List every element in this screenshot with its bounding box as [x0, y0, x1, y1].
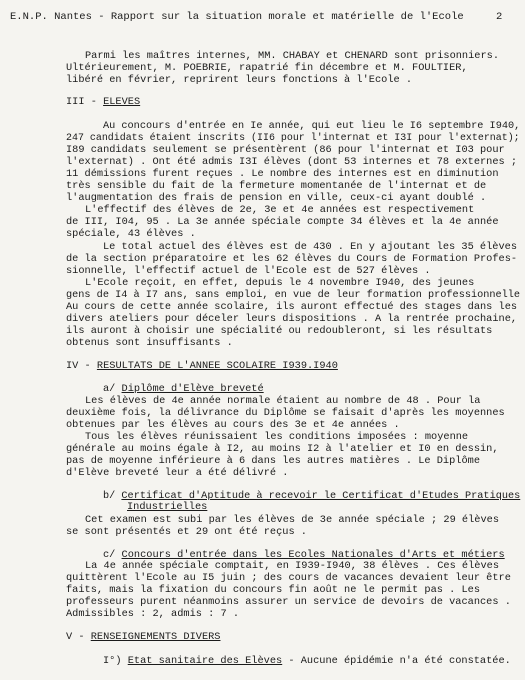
- paragraph-line: de la section préparatoire et les 62 élèves du Cours de Formation Profes-: [66, 253, 518, 265]
- section-heading: [66, 632, 220, 644]
- paragraph-line: Les élèves de 4e année normale étaient au nombre de 48 . Pour la: [85, 395, 481, 407]
- paragraph-line: très sensible du fait de la fermeture momentanée de l'internat et de: [66, 180, 487, 192]
- paragraph-line: générale au moins égale à I2, au moins I2 à l'atelier et I0 en dessin,: [66, 443, 499, 455]
- paragraph-line: spéciale, 43 élèves .: [66, 228, 196, 240]
- list-item: [103, 656, 511, 668]
- section-heading: [66, 97, 140, 109]
- section-title: RENSEIGNEMENTS DIVERS: [90, 631, 221, 643]
- section-number: V -: [66, 631, 91, 643]
- paragraph-line: sionnelle, l'effectif actuel de l'Ecole est de 527 élèves .: [66, 265, 431, 277]
- subsection-title: Diplôme d'Elève breveté: [121, 383, 264, 395]
- section-heading: [66, 361, 338, 373]
- paragraph-line: L'Ecole reçoit, en effet, depuis le 4 novembre I940, des jeunes: [85, 277, 475, 289]
- subsection-heading: [103, 384, 264, 396]
- paragraph-line: Cet examen est subi par les élèves de 3e année spéciale ; 29 élèves: [85, 514, 500, 526]
- paragraph-line: pas de moyenne inférieure à 6 dans les autres matières . Le Diplôme: [66, 455, 481, 467]
- paragraph-line: divers ateliers pour déceler leurs dispositions . A la rentrée prochaine,: [66, 313, 518, 325]
- subsection-label: b/: [103, 490, 122, 502]
- subsection-title: Concours d'entrée dans les Ecoles Nationales d'Arts et métiers: [121, 549, 505, 561]
- list-item-label: I°): [103, 655, 128, 667]
- list-item-title: Etat sanitaire des Elèves: [127, 655, 283, 667]
- page-number: 2: [496, 11, 503, 23]
- paragraph-line: deuxième fois, la délivrance du Diplôme se faisait d'après les moyennes: [66, 407, 505, 419]
- section-title: ELEVES: [103, 96, 141, 108]
- subsection-label: a/: [103, 383, 122, 395]
- paragraph-line: gens de I4 à I7 ans, sans emploi, en vue de leur formation professionnelle: [66, 289, 521, 301]
- subsection-title: Certificat d'Aptitude à recevoir le Certificat d'Etudes Pratiques: [121, 490, 521, 502]
- paragraph-line: obtenues par les élèves au cours des 3e et 4e années .: [66, 419, 400, 431]
- page-header: E.N.P. Nantes - Rapport sur la situation morale et matérielle de l'Ecole: [10, 11, 464, 23]
- subsection-label: c/: [103, 549, 122, 561]
- paragraph-line: ils auront à choisir une spécialité ou redoubleront, si les résultats: [66, 325, 493, 337]
- intro-line: Parmi les maîtres internes, MM. CHABAY et CHENARD sont prisonniers.: [85, 50, 500, 62]
- paragraph-line: La 4e année spéciale comptait, en I939-I940, 38 élèves . Ces élèves: [85, 560, 500, 572]
- paragraph-line: Admissibles : 2, admis : 7 .: [66, 608, 240, 620]
- paragraph-line: Le total actuel des élèves est de 430 . En y ajoutant les 35 élèves: [103, 241, 518, 253]
- paragraph-line: professeurs purent néanmoins assurer un service de devoirs de vacances .: [66, 596, 511, 608]
- paragraph-line: I89 candidats seulement se présentèrent (86 pour l'internat et I03 pour: [66, 144, 505, 156]
- paragraph-line: se sont présentés et 29 ont été reçus .: [66, 526, 307, 538]
- paragraph-line: obtenus sont insuffisants .: [66, 337, 233, 349]
- paragraph-line: faits, mais la fixation du concours fin août ne le permit pas . Les: [66, 584, 481, 596]
- section-title: RESULTATS DE L'ANNEE SCOLAIRE I939.I940: [96, 360, 338, 372]
- paragraph-line: 11 démissions furent reçues . Le nombre des internes est en diminution: [66, 168, 499, 180]
- paragraph-line: l'augmentation des frais de pension en ville, ceux-ci ayant doublé .: [66, 192, 487, 204]
- paragraph-line: de III, I04, 95 . La 3e année spéciale compte 34 élèves et la 4e année: [66, 216, 499, 228]
- paragraph-line: Au cours de cette année scolaire, ils auront effectué des stages dans les: [66, 301, 518, 313]
- paragraph-line: Tous les élèves réunissaient les conditions imposées : moyenne: [85, 431, 469, 443]
- section-number: III -: [66, 96, 104, 108]
- intro-line: Ultérieurement, M. POEBRIE, rapatrié fin décembre et M. FOULTIER,: [66, 62, 468, 74]
- intro-line: libéré en février, reprirent leurs fonctions à l'Ecole .: [66, 74, 413, 86]
- paragraph-line: l'externat) . Ont été admis I3I élèves (dont 53 internes et 78 externes ;: [66, 156, 518, 168]
- paragraph-line: L'effectif des élèves de 2e, 3e et 4e années est respectivement: [85, 204, 475, 216]
- list-item-text: - Aucune épidémie n'a été constatée.: [282, 655, 511, 667]
- paragraph-line: quittèrent l'Ecole au I5 juin ; des cours de vacances devaient leur être: [66, 572, 511, 584]
- section-number: IV -: [66, 360, 97, 372]
- paragraph-line: 247 candidats étaient inscrits (II6 pour l'internat et I3I pour l'externat);: [66, 132, 520, 144]
- paragraph-line: d'Elève breveté leur a été délivré .: [66, 467, 289, 479]
- paragraph-line: Au concours d'entrée en Ie année, qui eut lieu le I6 septembre I940,: [103, 120, 521, 132]
- subsection-title-continued: Industrielles: [127, 501, 208, 513]
